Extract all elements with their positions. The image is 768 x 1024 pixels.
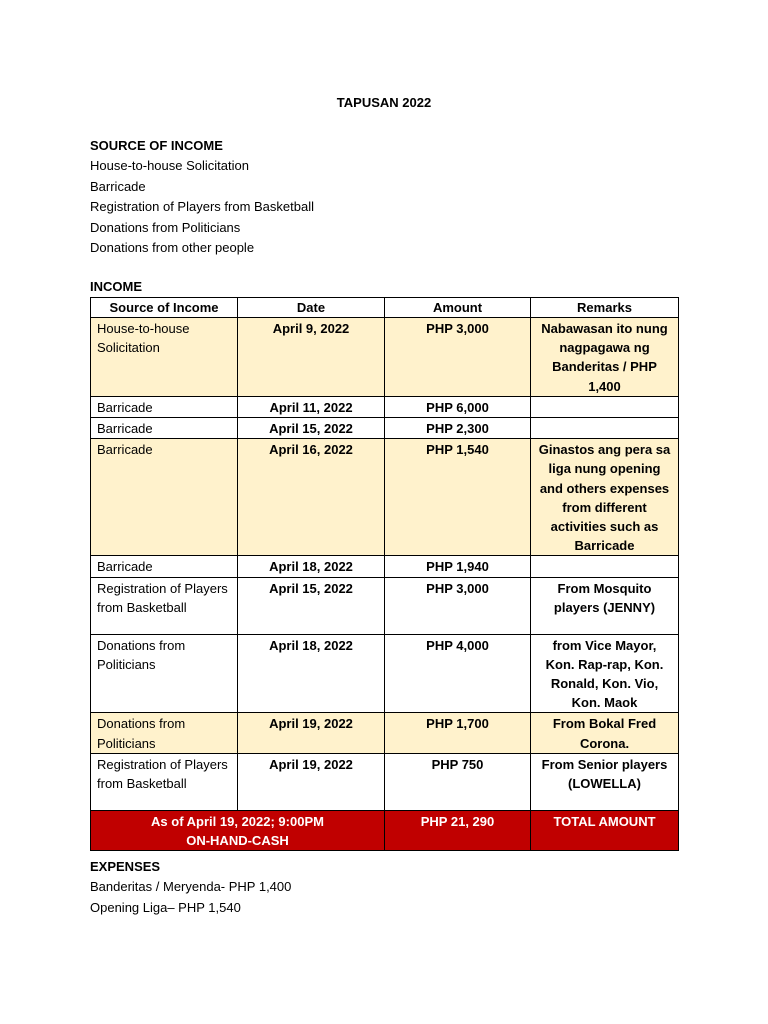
cell-remarks: from Vice Mayor, Kon. Rap-rap, Kon. Ronald, Kon. Vio, Kon. Maok — [531, 634, 679, 713]
table-row — [91, 318, 679, 397]
expense-item: Opening Liga– PHP 1,540 — [90, 899, 241, 915]
cell-amount: PHP 6,000 — [385, 396, 531, 417]
expenses-section — [90, 857, 291, 918]
cell-source: House-to-house Solicitation — [91, 318, 238, 397]
total-label-line1: As of April 19, 2022; 9:00PM — [151, 813, 324, 829]
source-item: House-to-house Solicitation — [90, 158, 249, 173]
cell-source: Donations from Politicians — [91, 634, 238, 713]
cell-source: Barricade — [91, 418, 238, 439]
column-header-remarks: Remarks — [531, 298, 679, 318]
table-row — [91, 577, 679, 634]
source-of-income-heading: SOURCE OF INCOME — [90, 138, 223, 153]
cell-amount: PHP 1,700 — [385, 713, 531, 753]
cell-remarks — [531, 556, 679, 577]
cell-date: April 18, 2022 — [238, 556, 385, 577]
column-header-date: Date — [238, 298, 385, 318]
cell-date: April 16, 2022 — [238, 439, 385, 556]
cell-source: Barricade — [91, 396, 238, 417]
cell-source: Barricade — [91, 556, 238, 577]
cell-date: April 19, 2022 — [238, 713, 385, 753]
cell-amount: PHP 1,540 — [385, 439, 531, 556]
source-item: Registration of Players from Basketball — [90, 199, 314, 214]
total-remarks: TOTAL AMOUNT — [531, 810, 679, 850]
total-label — [91, 810, 385, 850]
cell-amount: PHP 2,300 — [385, 418, 531, 439]
income-table-header — [91, 298, 679, 318]
expenses-heading: EXPENSES — [90, 859, 161, 874]
cell-remarks — [531, 396, 679, 417]
source-of-income-section — [90, 136, 314, 259]
cell-date: April 15, 2022 — [238, 418, 385, 439]
source-item: Donations from Politicians — [90, 219, 241, 235]
table-row — [91, 439, 679, 556]
cell-remarks: Nabawasan ito nung nagpagawa ng Banderitas / PHP 1,400 — [531, 318, 679, 397]
cell-date: April 9, 2022 — [238, 318, 385, 397]
total-amount: PHP 21, 290 — [385, 810, 531, 850]
cell-source: Registration of Players from Basketball — [91, 577, 238, 634]
total-label-line2: ON-HAND-CASH — [186, 833, 289, 849]
cell-source: Barricade — [91, 439, 238, 556]
cell-amount: PHP 3,000 — [385, 577, 531, 634]
cell-amount: PHP 1,940 — [385, 556, 531, 577]
cell-amount: PHP 750 — [385, 753, 531, 810]
cell-source: Donations from Politicians — [91, 713, 238, 753]
cell-date: April 19, 2022 — [238, 753, 385, 810]
table-row — [91, 753, 679, 810]
income-heading: INCOME — [90, 279, 142, 294]
page-title: TAPUSAN 2022 — [336, 95, 432, 110]
cell-date: April 11, 2022 — [238, 396, 385, 417]
column-header-source: Source of Income — [91, 298, 238, 318]
table-row — [91, 713, 679, 753]
table-row — [91, 418, 679, 439]
cell-remarks — [531, 418, 679, 439]
cell-amount: PHP 3,000 — [385, 318, 531, 397]
table-row — [91, 634, 679, 713]
expense-item: Banderitas / Meryenda- PHP 1,400 — [90, 879, 292, 894]
cell-remarks: Ginastos ang pera sa liga nung opening and others expenses from different activities such as Barricade — [531, 439, 679, 556]
cell-amount: PHP 4,000 — [385, 634, 531, 713]
cell-remarks: From Mosquito players (JENNY) — [531, 577, 679, 634]
total-row — [91, 810, 679, 850]
table-row — [91, 556, 679, 577]
column-header-amount: Amount — [385, 298, 531, 318]
source-item: Donations from other people — [90, 240, 255, 255]
cell-source: Registration of Players from Basketball — [91, 753, 238, 810]
cell-date: April 18, 2022 — [238, 634, 385, 713]
source-item: Barricade — [90, 178, 146, 194]
table-row — [91, 396, 679, 417]
cell-date: April 15, 2022 — [238, 577, 385, 634]
income-table — [90, 297, 679, 851]
cell-remarks: From Bokal Fred Corona. — [531, 713, 679, 753]
cell-remarks: From Senior players (LOWELLA) — [531, 753, 679, 810]
